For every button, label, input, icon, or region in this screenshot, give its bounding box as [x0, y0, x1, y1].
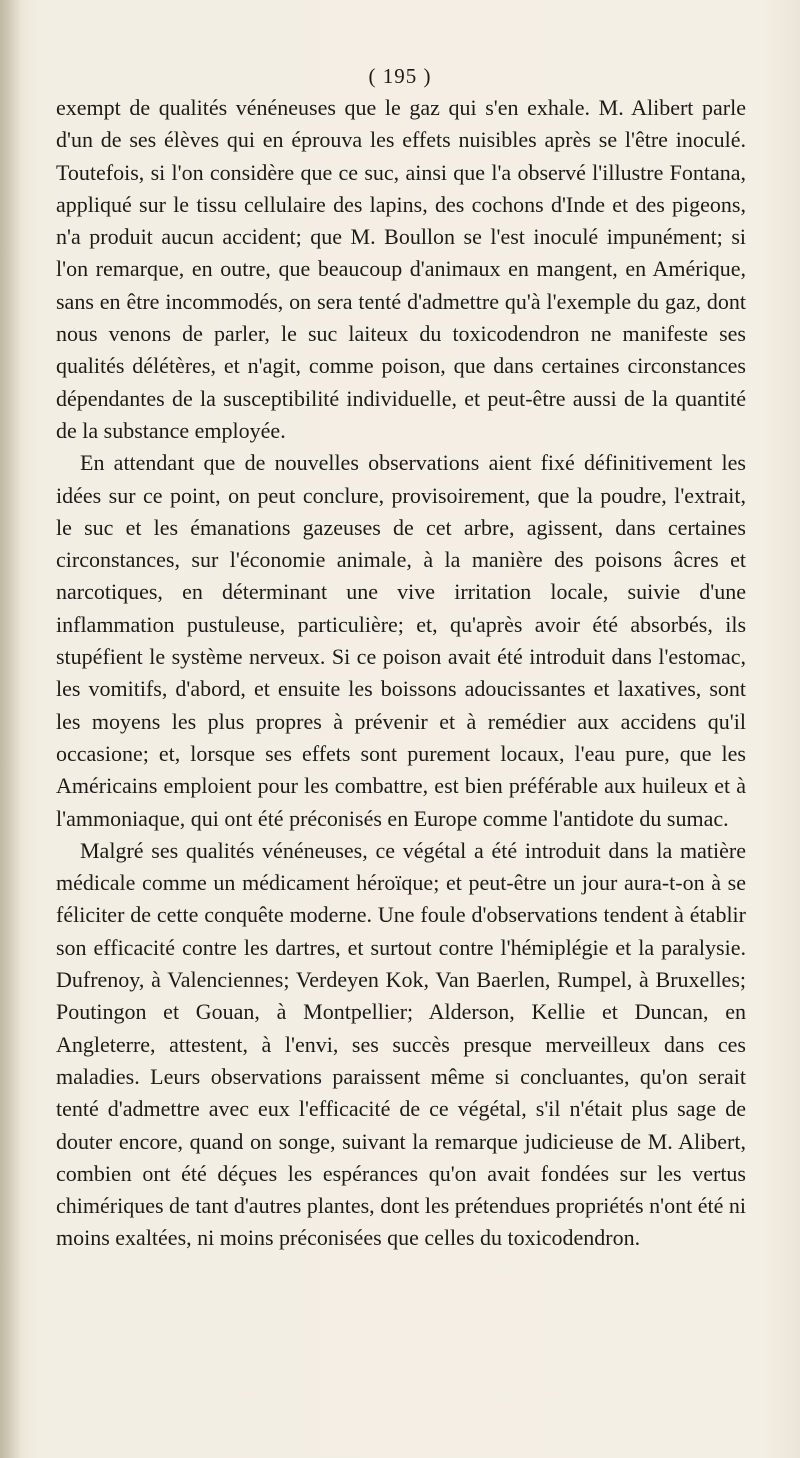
spine-shadow [0, 0, 22, 1458]
page-number: ( 195 ) [368, 64, 432, 88]
paragraph: En attendant que de nouvelles observations aient fixé définitivement les idées sur ce point, on peut conclure, provisoirement, que la poudre, l'extrait, le suc et les émanations gazeuses de cet arbre, agissent, dans certaines circonstances, sur l'économie animale, à la manière des poisons âcres et narcotiques, en déterminant une vive irritation locale, suivie d'une inflammation pustuleuse, particulière; et, qu'après avoir été absorbés, ils stupéfient le système nerveux. Si ce poison avait été introduit dans l'estomac, les vomitifs, d'abord, et ensuite les boissons adoucissantes et laxatives, sont les moyens les plus propres à prévenir et à remédier aux accidens qu'il occasione; et, lorsque ses effets sont purement locaux, l'eau pure, que les Américains emploient pour les combattre, est bien préférable aux huileux et à l'ammoniaque, qui ont été préconisés en Europe comme l'antidote du sumac. [56, 450, 746, 831]
paragraph: Malgré ses qualités vénéneuses, ce végétal a été introduit dans la matière médicale comme un médicament héroïque; et peut-être un jour aura-t-on à se féliciter de cette conquête moderne. Une foule d'observations tendent à établir son efficacité contre les dartres, et surtout contre l'hémiplégie et la paralysie. Dufrenoy, à Valenciennes; Verdeyen Kok, Van Baerlen, Rumpel, à Bruxelles; Poutingon et Gouan, à Montpellier; Alderson, Kellie et Duncan, en Angleterre, attestent, à l'envi, ses succès presque merveilleux dans ces maladies. Leurs observations paraissent même si concluantes, qu'on serait tenté d'admettre avec eux l'efficacité de ce végétal, s'il n'était plus sage de douter encore, quand on songe, suivant la remarque judicieuse de M. Alibert, combien ont été déçues les espérances qu'on avait fondées sur les vertus chimériques de tant d'autres plantes, dont les prétendues propriétés n'ont été ni moins exaltées, ni moins préconisées que celles du toxicodendron. [56, 837, 746, 1251]
body-text [56, 92, 746, 1255]
paragraph: exempt de qualités vénéneuses que le gaz qui s'en exhale. M. Alibert parle d'un de ses élèves qui en éprouva les effets nuisibles après se l'être inoculé. Toutefois, si l'on considère que ce suc, ainsi que l'a observé l'illustre Fontana, appliqué sur le tissu cellulaire des lapins, des cochons d'Inde et des pigeons, n'a produit aucun accident; que M. Boullon se l'est inoculé impunément; si l'on remarque, en outre, que beaucoup d'animaux en mangent, en Amérique, sans en être incommodés, on sera tenté d'admettre qu'à l'exemple du gaz, dont nous venons de parler, le suc laiteux du toxicodendron ne manifeste ses qualités délétères, et n'agit, comme poison, que dans certaines circonstances dépendantes de la susceptibilité individuelle, et peut-être aussi de la quantité de la substance employée. [56, 95, 746, 443]
